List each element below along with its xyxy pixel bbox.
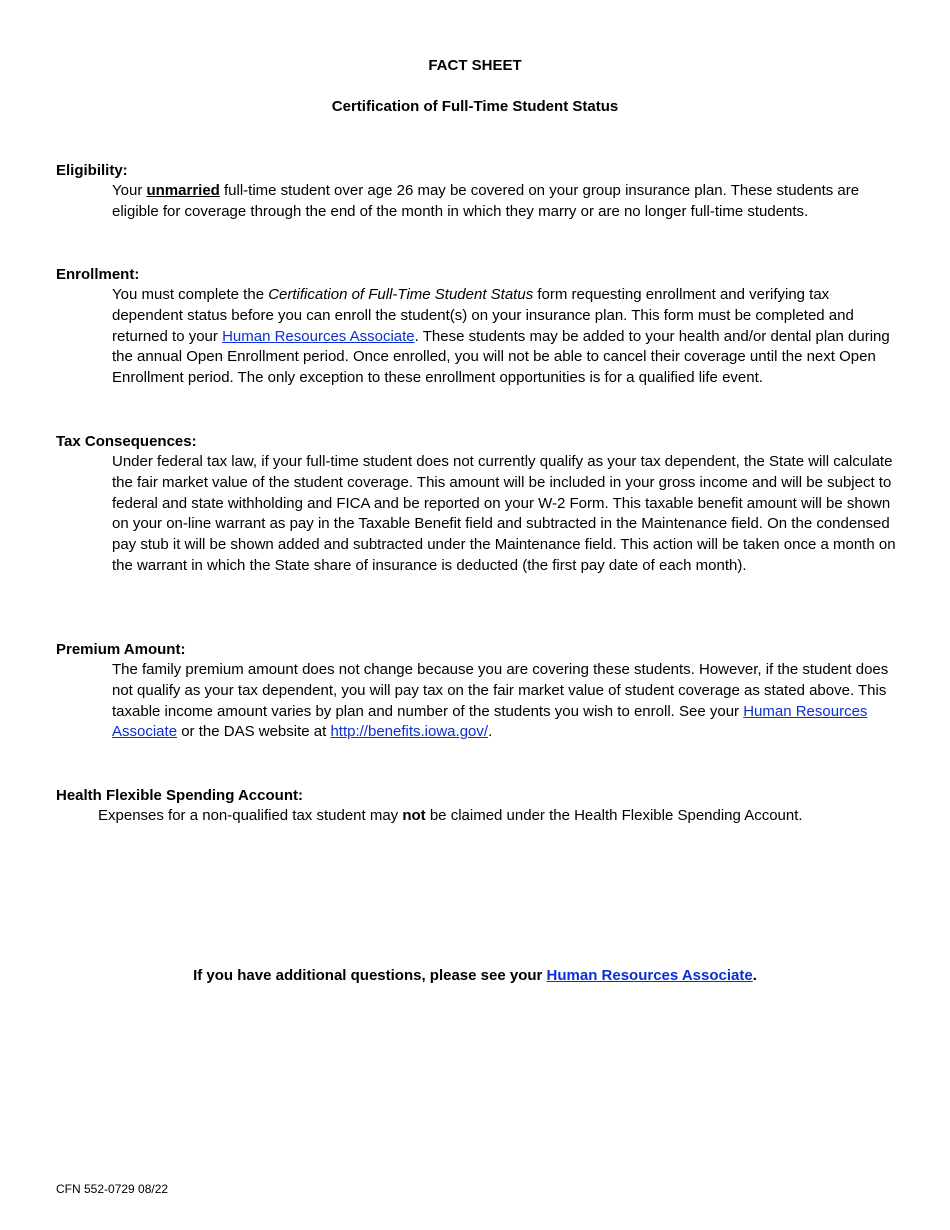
- premium-amount-text: [112, 660, 896, 743]
- unmarried-emphasis: unmarried: [146, 182, 220, 199]
- hr-associate-link[interactable]: Human Resources Associate: [546, 967, 753, 984]
- not-emphasis: not: [402, 807, 426, 824]
- hfsa-heading: Health Flexible Spending Account:: [56, 787, 303, 804]
- hr-associate-link[interactable]: Human Resources Associate: [222, 327, 415, 345]
- form-name: Certification of Full-Time Student Status: [268, 286, 534, 303]
- premium-text-part: .: [488, 723, 493, 741]
- tax-consequences-heading: Tax Consequences:: [56, 433, 197, 450]
- premium-text-part: or the DAS website at: [177, 723, 331, 741]
- enrollment-text-part: You must complete the: [112, 286, 269, 303]
- hfsa-text: [98, 806, 898, 827]
- closing-text: If you have additional questions, please see your: [193, 967, 547, 984]
- tax-consequences-text: Under federal tax law, if your full-time student does not currently qualify as your tax dependent, the State will calculate the fair market value of the student coverage. This amount will be included in your gross income and will be subject to federal and state withholding and FICA and be reported on your W-2 Form. This taxable benefit amount will be shown on your on-line warrant as pay in the Taxable Benefit field and subtracted in the Maintenance field. On the condensed pay stub it will be shown added and subtracted under the Maintenance field. This action will be taken once a month on the warrant in which the State share of insurance is deducted (the first pay date of each month).: [112, 453, 896, 574]
- premium-text-part: The family premium amount does not change because you are covering these students. However, if the student does not qualify as your tax dependent, you will pay tax on the fair market value of student coverage as stated above. This taxable income amount varies by plan and number of the students you wish to enroll. See your: [112, 661, 889, 720]
- document-title: FACT SHEET: [428, 57, 522, 74]
- hfsa-text-part: be claimed under the Health Flexible Spending Account.: [425, 807, 803, 824]
- enrollment-heading: Enrollment:: [56, 266, 140, 283]
- premium-amount-heading: Premium Amount:: [56, 641, 186, 658]
- eligibility-text: [112, 181, 896, 223]
- hr-associate-link[interactable]: Human Resources Associate: [112, 702, 868, 741]
- enrollment-text-part: . These students may be added to your health and/or dental plan during the annual Open Enrollment period. Once enrolled, you will not be able to cancel their coverage until the next Open Enrollment period. The only exception to these enrollment opportunities is for a qualified life event.: [112, 327, 890, 387]
- eligibility-text-part: full-time student over age 26 may be covered on your group insurance plan. These students are eligible for coverage through the end of the month in which they marry or are no longer full-time students.: [112, 182, 860, 220]
- eligibility-text-part: Your: [112, 182, 147, 199]
- enrollment-text: [112, 285, 896, 389]
- form-code: CFN 552-0729 08/22: [56, 1182, 169, 1196]
- benefits-website-link[interactable]: http://benefits.iowa.gov/: [330, 723, 489, 741]
- hfsa-text-part: Expenses for a non-qualified tax student may: [98, 807, 403, 824]
- closing-period: .: [752, 967, 757, 984]
- document-subtitle: Certification of Full-Time Student Status: [331, 98, 619, 115]
- enrollment-text-part: form requesting enrollment and verifying tax dependent status before you can enroll the student(s) on your insurance plan. This form must be completed and returned to your: [112, 286, 854, 345]
- closing-line: [0, 966, 950, 986]
- eligibility-heading: Eligibility:: [56, 162, 128, 179]
